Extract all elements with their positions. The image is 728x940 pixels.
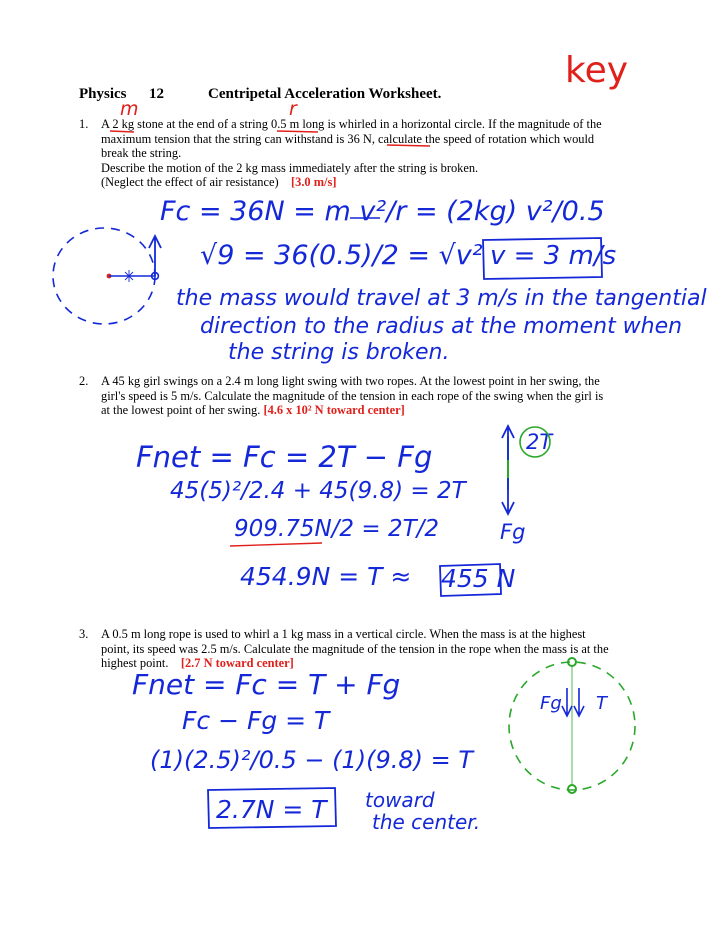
q1-circle-path [53, 228, 155, 324]
q3-work-eq3: (1)(2.5)²/0.5 − (1)(9.8) = T [150, 746, 474, 774]
q1-velocity-arrow [149, 236, 161, 276]
q2-line: girl's speed is 5 m/s. Calculate the magnitude of the tension in each rope of the swing when the girl is [101, 388, 604, 403]
q2-work-eq1: Fnet = Fc = 2T − Fg [136, 440, 433, 474]
q3-fbd-label-fg: Fg [540, 693, 562, 714]
q2-fbd-up-arrow [502, 426, 514, 460]
q2-number: 2. [79, 374, 89, 388]
q3-fbd-t-arrow [574, 688, 584, 716]
course-number: 12 [149, 86, 164, 102]
q1-sentence: direction to the radius at the moment when [200, 314, 683, 339]
q1-number: 1. [79, 117, 89, 131]
q1-boxed-answer: v = 3 m/s [490, 241, 617, 271]
q1-sentence: the string is broken. [228, 340, 450, 365]
q3-number: 3. [79, 627, 89, 641]
q3-line: highest point. [101, 656, 169, 671]
q2-fbd-down-arrow [502, 478, 514, 514]
q1-center-dot [107, 274, 112, 279]
q2-work-eq3: 909.75N/2 = 2T/2 [234, 516, 440, 542]
q2-answer: [4.6 x 10² N toward center] [263, 403, 405, 418]
q2-fbd-label-2t: 2T [526, 430, 553, 454]
q3-note: toward [365, 788, 435, 812]
q1-annotation-r: r [289, 98, 297, 120]
q3-work-eq1: Fnet = Fc = T + Fg [132, 668, 401, 701]
q2-work-eq4: 454.9N = T ≈ [240, 562, 412, 591]
q1-line: maximum tension that the string can withstand is 36 N, calculate the speed of rotation which would [101, 131, 595, 146]
q1-line: break the string. [101, 146, 182, 161]
q1-center-mark [125, 270, 133, 282]
q1-line: Describe the motion of the 2 kg mass immediately after the string is broken. [101, 160, 479, 175]
q1-sentence: the mass would travel at 3 m/s in the tangential [176, 286, 707, 311]
q1-text [101, 117, 602, 190]
q2-fbd-label-fg: Fg [500, 520, 526, 544]
page-title: Centripetal Acceleration Worksheet. [208, 86, 442, 102]
q1-line: A 2 kg stone at the end of a string 0.5 m long is whirled in a horizontal circle. If the magnitude of the [101, 117, 602, 131]
q3-text [101, 627, 609, 671]
q2-work-eq2: 45(5)²/2.4 + 45(9.8) = 2T [170, 478, 466, 504]
course-label: Physics [79, 86, 127, 102]
q1-annotation-m: m [120, 98, 139, 120]
q3-line: point, its speed was 2.5 m/s. Calculate the magnitude of the tension in the rope when the mass is at the [101, 641, 609, 656]
q2-line: at the lowest point of her swing. [101, 403, 261, 418]
q2-boxed-answer: 455 N [441, 564, 516, 593]
q1-work-eq1: Fc = 36N = m v²/r = (2kg) v²/0.5 [160, 196, 605, 227]
q2-line: A 45 kg girl swings on a 2.4 m long light swing with two ropes. At the lowest point in her swing, the [101, 374, 600, 388]
q3-fbd-fg-arrow [562, 688, 572, 716]
q3-note: the center. [372, 810, 481, 834]
q1-line-last [101, 175, 602, 190]
q1-answer: [3.0 m/s] [291, 175, 337, 190]
q3-mass-bottom [568, 785, 576, 793]
q3-work-eq2: Fc − Fg = T [182, 706, 330, 735]
q2-underline-eq3 [230, 543, 322, 546]
q1-work-eq2: √9 = 36(0.5)/2 = √v² [200, 240, 483, 271]
q3-fbd-label-t: T [596, 693, 607, 714]
key-mark: key [565, 50, 629, 91]
q3-line: A 0.5 m long rope is used to whirl a 1 kg mass in a vertical circle. When the mass is at the highest [101, 627, 586, 641]
q3-boxed-answer: 2.7N = T [216, 795, 327, 824]
q3-answer: [2.7 N toward center] [180, 656, 294, 671]
q3-circle-path [509, 662, 635, 790]
q2-line-last [101, 403, 603, 418]
q2-text [101, 374, 603, 418]
q1-line: (Neglect the effect of air resistance) [101, 175, 279, 190]
q1-mass-dot [152, 273, 159, 280]
